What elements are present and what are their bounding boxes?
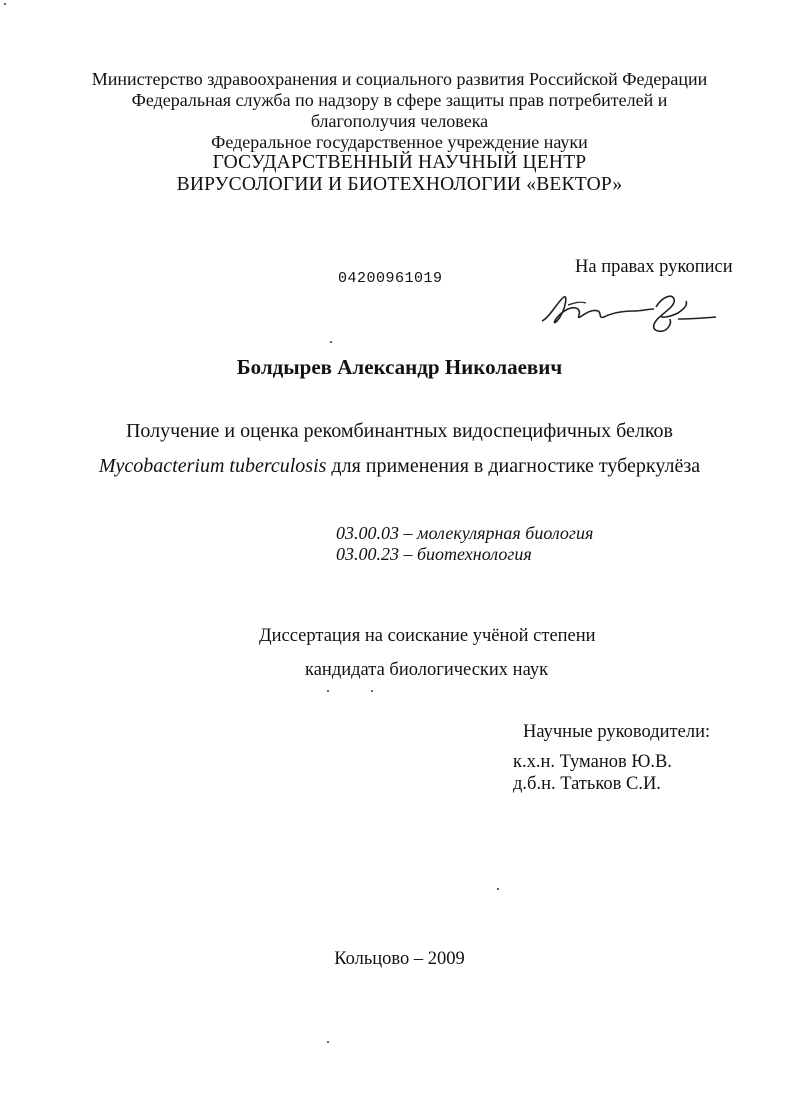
degree-line1: Диссертация на соискание учёной степени	[259, 626, 596, 646]
center-name-line1: ГОСУДАРСТВЕННЫЙ НАУЧНЫЙ ЦЕНТР	[212, 152, 587, 173]
supervisor-2: д.б.н. Татьков С.И.	[513, 774, 661, 794]
scan-speck	[4, 3, 6, 5]
specialty-molecular-biology: 03.00.03 – молекулярная биология	[336, 523, 594, 543]
manuscript-rights-label: На правах рукописи	[575, 257, 733, 277]
thesis-title-line2	[0, 455, 799, 478]
specialty-biotechnology: 03.00.23 – биотехнология	[336, 544, 532, 564]
degree-line2: кандидата биологических наук	[305, 660, 549, 680]
organism-name: Mycobacterium tuberculosis	[98, 455, 327, 477]
service-line: Федеральная служба по надзору в сфере защиты прав потребителей и	[131, 90, 668, 110]
supervisor-1: к.х.н. Туманов Ю.В.	[513, 752, 672, 772]
institution-type-line: Федеральное государственное учреждение науки	[211, 132, 588, 152]
place-year: Кольцово – 2009	[334, 949, 465, 969]
scan-speck	[497, 888, 499, 890]
center-name-line2: ВИРУСОЛОГИИ И БИОТЕХНОЛОГИИ «ВЕКТОР»	[176, 174, 623, 195]
scan-speck	[330, 341, 332, 343]
thesis-title-line2-rest: для применения в диагностике туберкулёза	[326, 455, 701, 477]
supervisors-heading: Научные руководители:	[523, 722, 711, 742]
thesis-title-line1: Получение и оценка рекомбинантных видоспецифичных белков	[125, 420, 673, 442]
scan-speck	[327, 690, 329, 692]
registration-number: 04200961019	[338, 270, 443, 287]
author-name: Болдырев Александр Николаевич	[236, 355, 563, 379]
scan-speck	[371, 690, 373, 692]
ministry-line: Министерство здравоохранения и социального развития Российской Федерации	[91, 69, 708, 89]
scan-speck	[327, 1041, 329, 1043]
service-line-cont: благополучия человека	[310, 111, 489, 131]
signature-icon	[538, 287, 718, 335]
